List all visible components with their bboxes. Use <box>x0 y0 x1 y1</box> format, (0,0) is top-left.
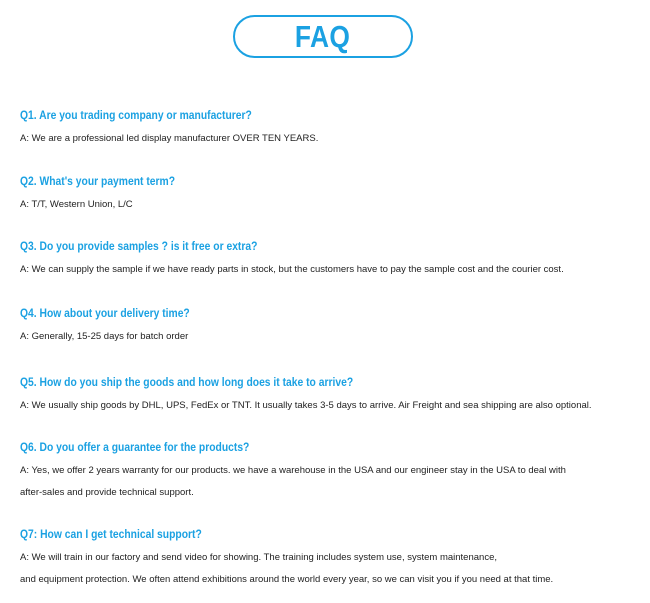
faq-question: Q2. What's your payment term? <box>20 174 176 188</box>
faq-answer: A: We can supply the sample if we have ready parts in stock, but the customers have to pay the sample cost and the courier cost. <box>20 264 564 275</box>
faq-item-7 <box>20 527 640 586</box>
faq-answer: A: T/T, Western Union, L/C <box>20 199 133 210</box>
faq-item-1 <box>20 108 640 145</box>
faq-item-2 <box>20 174 640 211</box>
faq-question: Q5. How do you ship the goods and how long does it take to arrive? <box>20 375 354 389</box>
faq-question: Q3. Do you provide samples ? is it free or extra? <box>20 239 258 253</box>
faq-answer: after-sales and provide technical support. <box>20 487 194 498</box>
faq-question: Q7: How can I get technical support? <box>20 527 202 541</box>
faq-item-4 <box>20 306 640 343</box>
faq-answer: A: We usually ship goods by DHL, UPS, FedEx or TNT. It usually takes 3-5 days to arrive. Air Freight and sea shipping are also optional. <box>20 400 592 411</box>
faq-item-6 <box>20 440 640 499</box>
faq-answer: A: We will train in our factory and send video for showing. The training includes system use, system maintenance, <box>20 552 497 563</box>
faq-answer: A: Yes, we offer 2 years warranty for our products. we have a warehouse in the USA and our engineer stay in the USA to deal with <box>20 465 566 476</box>
faq-question: Q1. Are you trading company or manufacturer? <box>20 108 252 122</box>
faq-answer: A: We are a professional led display manufacturer OVER TEN YEARS. <box>20 133 319 144</box>
faq-item-5 <box>20 375 640 412</box>
faq-question: Q6. Do you offer a guarantee for the products? <box>20 440 250 454</box>
faq-answer: and equipment protection. We often attend exhibitions around the world every year, so we can visit you if you need at that time. <box>20 574 554 585</box>
faq-header-badge <box>233 15 413 58</box>
faq-item-3 <box>20 239 640 276</box>
faq-answer: A: Generally, 15-25 days for batch order <box>20 331 189 342</box>
faq-question: Q4. How about your delivery time? <box>20 306 190 320</box>
page-title: FAQ <box>295 19 351 54</box>
